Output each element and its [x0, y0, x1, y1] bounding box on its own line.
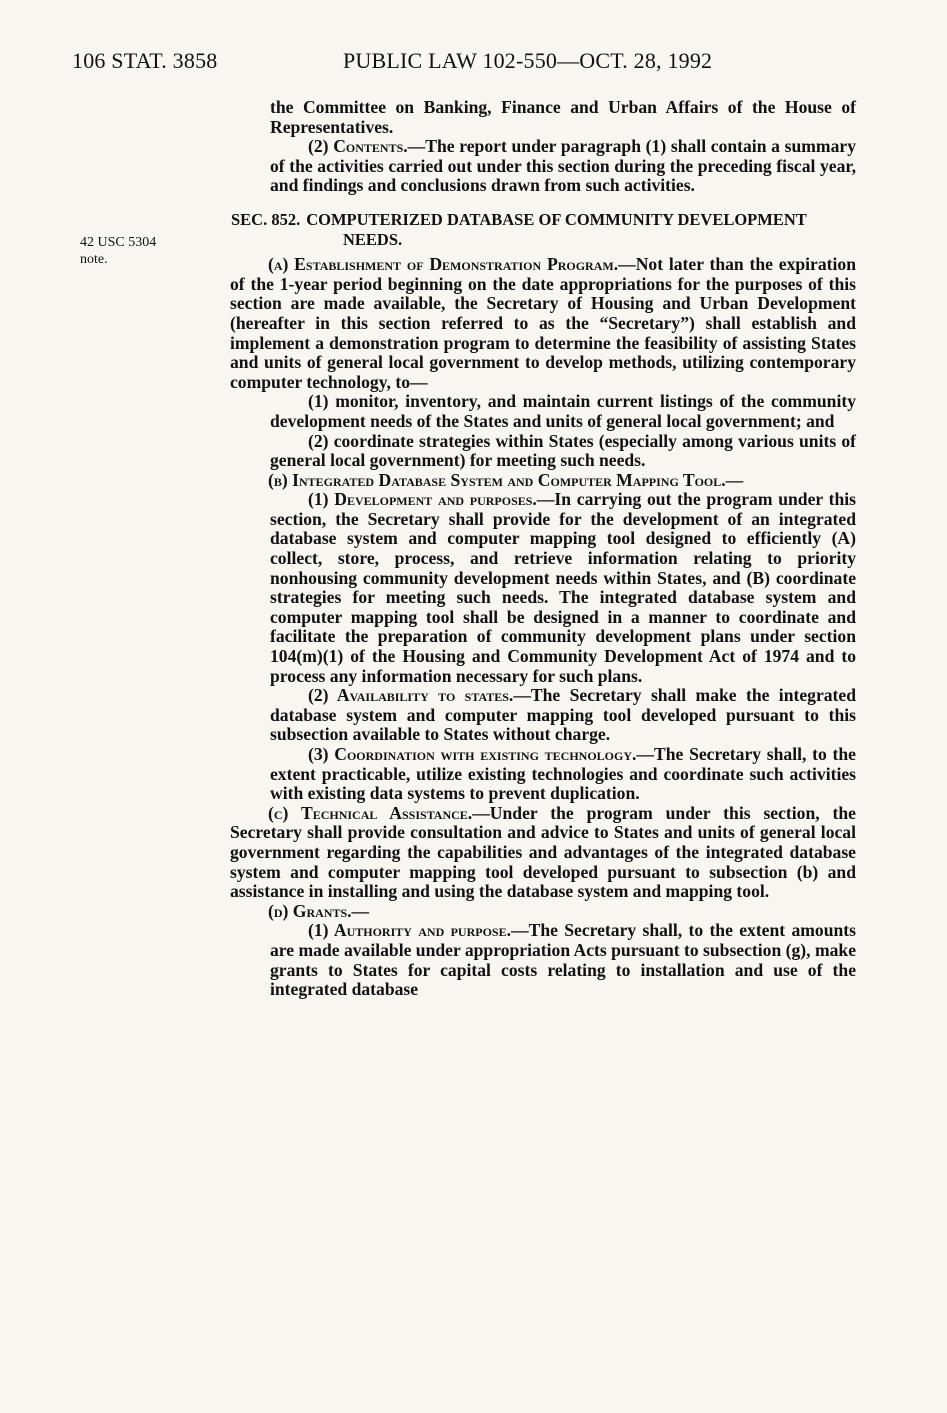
paragraph-2-text: —The report under paragraph (1) shall contain a summary of the activities carried out under this section during the preceding fiscal year, and findings and conclusions drawn from such activities. [270, 136, 856, 196]
subsection-d-dash: — [351, 900, 370, 921]
paragraph-b3-text: —The Secretary shall, to the extent practicable, utilize existing technologies and coordinate such activities with existing data systems to prevent duplication. [270, 744, 856, 804]
subsection-d-heading: (d) Grants. [268, 900, 352, 921]
paragraph-b1 [270, 490, 856, 686]
subsection-a-text: —Not later than the expiration of the 1-year period beginning on the date appropriations for the purposes of this section are made available, the Secretary of Housing and Urban Development (hereafter in this section referred to as the “Secretary”) shall establish and implement a demonstration program to determine the feasibility of assisting States and units of general local government to develop methods, utilizing contemporary computer technology, to— [230, 254, 856, 392]
subsection-c-heading: (c) Technical Assistance. [268, 802, 473, 823]
page-id: 106 STAT. 3858 [72, 48, 218, 73]
paragraph-b1-heading: (1) Development and purposes. [308, 489, 537, 510]
margin-citation-line1: 42 USC 5304 [80, 235, 157, 250]
paragraph-2 [270, 137, 856, 196]
paragraph-d1 [270, 921, 856, 999]
subsection-a [230, 255, 856, 392]
section-heading [230, 210, 856, 249]
subsection-b-heading: (b) Integrated Database System and Computer Mapping Tool. [268, 469, 726, 490]
paragraph-2-heading: (2) Contents. [308, 136, 408, 157]
paragraph-a1: (1) monitor, inventory, and maintain current listings of the community development needs of the States and units of general local government; and [270, 391, 856, 431]
margin-citation-line2: note. [80, 252, 108, 267]
subsection-a-heading: (a) Establishment of Demonstration Program. [268, 254, 619, 275]
running-header: PUBLIC LAW 102-550—OCT. 28, 1992 [343, 48, 713, 73]
paragraph-d1-heading: (1) Authority and purpose. [308, 920, 511, 941]
paragraph-b3 [270, 745, 856, 804]
paragraph-b2-heading: (2) Availability to states. [308, 685, 514, 706]
subsection-d [230, 902, 856, 922]
paragraph-a2: (2) coordinate strategies within States (especially among various units of general local government) for meeting such needs. [270, 430, 856, 471]
paragraph-b2-text: —The Secretary shall make the integrated database system and computer mapping tool developed pursuant to this subsection available to States without charge. [270, 685, 857, 745]
margin-citation [80, 234, 156, 268]
subsection-b [230, 471, 856, 491]
paragraph-b1-text: —In carrying out the program under this section, the Secretary shall provide for the development of an integrated database system and computer mapping tool designed to efficiently (A) collect, store, process, and retrieve information relating to priority nonhousing community development needs within States, and (B) coordinate strategies for meeting such needs. The integrated database system and computer mapping tool shall be designed in a manner to coordinate and facilitate the preparation of community development plans under section 104(m)(1) of the Housing and Community Development Act of 1974 and to process any information necessary for such plans. [270, 489, 856, 686]
section-number: SEC. 852. [231, 209, 301, 229]
law-body [230, 98, 856, 1000]
section-title-line2: NEEDS. [343, 229, 403, 249]
paragraph-d1-text: —The Secretary shall, to the extent amounts are made available under appropriation Acts pursuant to subsection (g), make grants to States for capital costs relating to installation and use of the integrated database [270, 920, 857, 1000]
subsection-c-text: —Under the program under this section, the Secretary shall provide consultation and advice to States and units of general local government regarding the capabilities and advantages of the integrated database system and computer mapping tool developed pursuant to subsection (b) and assistance in installing and using the database system and mapping tool. [230, 802, 856, 902]
section-title-line1: COMPUTERIZED DATABASE OF COMMUNITY DEVELOPMENT [306, 209, 807, 229]
subsection-b-dash: — [725, 469, 744, 490]
paragraph-b3-heading: (3) Coordination with existing technology. [308, 744, 637, 764]
paragraph-b2 [270, 686, 856, 745]
subsection-c [230, 804, 856, 902]
continued-paragraph: the Committee on Banking, Finance and Urban Affairs of the House of Representatives. [270, 97, 856, 137]
